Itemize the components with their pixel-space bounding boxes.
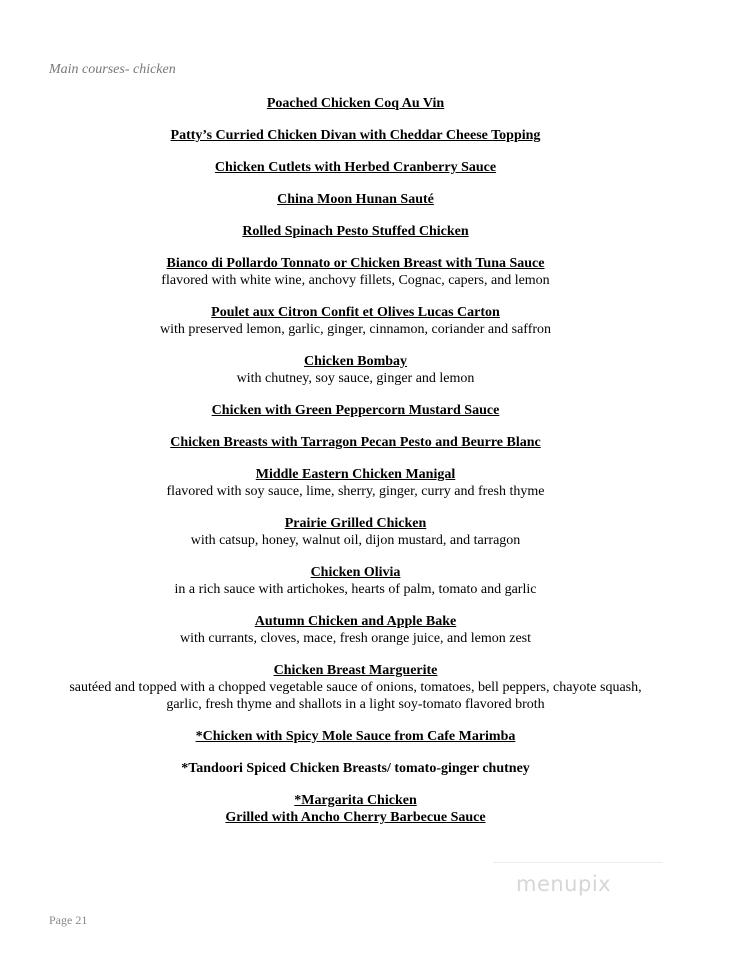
menu-item-name: Poached Chicken Coq Au Vin (266, 96, 445, 111)
section-header: Main courses- chicken (49, 62, 176, 77)
menu-item-name-cont: Grilled with Ancho Cherry Barbecue Sauce (225, 810, 486, 825)
menu-item-name: Chicken Cutlets with Herbed Cranberry Sauce (214, 160, 497, 175)
menu-list (40, 95, 671, 841)
menu-item-name: Chicken Olivia (310, 565, 401, 580)
menu-item-description: with catsup, honey, walnut oil, dijon mustard, and tarragon (190, 533, 521, 548)
menu-item-description: with chutney, soy sauce, ginger and lemon (236, 371, 475, 386)
menu-item (40, 515, 671, 549)
menu-item (40, 466, 671, 500)
menu-item-description: with currants, cloves, mace, fresh orange juice, and lemon zest (179, 631, 532, 646)
menu-item (40, 434, 671, 451)
menu-item (40, 792, 671, 826)
menu-item-description: flavored with soy sauce, lime, sherry, ginger, curry and fresh thyme (166, 484, 545, 499)
menu-item (40, 223, 671, 240)
menu-item (40, 304, 671, 338)
menu-item (40, 95, 671, 112)
watermark-divider (493, 862, 663, 863)
menu-item-description: flavored with white wine, anchovy fillets, Cognac, capers, and lemon (161, 273, 550, 288)
menu-item (40, 662, 671, 713)
menu-item (40, 402, 671, 419)
menu-item (40, 613, 671, 647)
menu-item-name: Bianco di Pollardo Tonnato or Chicken Breast with Tuna Sauce (166, 256, 545, 271)
page-number: Page 21 (49, 913, 88, 927)
menu-item (40, 728, 671, 745)
menu-item-description: in a rich sauce with artichokes, hearts of palm, tomato and garlic (174, 582, 537, 597)
menu-item-name: Rolled Spinach Pesto Stuffed Chicken (242, 224, 469, 239)
menu-item-name: Patty’s Curried Chicken Divan with Cheddar Cheese Topping (170, 128, 541, 143)
watermark-logo: menupix (516, 872, 612, 896)
menu-item-name: Chicken with Green Peppercorn Mustard Sauce (211, 403, 500, 418)
menu-item-description: sautéed and topped with a chopped vegetable sauce of onions, tomatoes, bell peppers, chayote squash, (69, 680, 642, 695)
menu-item-description-cont: garlic, fresh thyme and shallots in a light soy-tomato flavored broth (166, 697, 545, 712)
menu-item-name: Chicken Breast Marguerite (273, 663, 438, 678)
menu-item-name: Prairie Grilled Chicken (284, 516, 427, 531)
menu-item-name: Chicken Breasts with Tarragon Pecan Pesto and Beurre Blanc (170, 435, 541, 450)
menu-item (40, 127, 671, 144)
menu-item-name: *Margarita Chicken (294, 793, 417, 808)
menu-item (40, 159, 671, 176)
menu-item (40, 353, 671, 387)
menu-item-name: Autumn Chicken and Apple Bake (254, 614, 457, 629)
menu-item-name: Middle Eastern Chicken Manigal (255, 467, 456, 482)
menu-item-name: China Moon Hunan Sauté (277, 192, 434, 207)
menu-item-name: Chicken Bombay (303, 354, 408, 369)
menu-item (40, 760, 671, 777)
menu-item (40, 191, 671, 208)
menu-item-name: *Tandoori Spiced Chicken Breasts/ tomato-ginger chutney (181, 761, 530, 776)
menu-item (40, 564, 671, 598)
menu-item-name: *Chicken with Spicy Mole Sauce from Cafe Marimba (195, 729, 516, 744)
menu-item-name: Poulet aux Citron Confit et Olives Lucas Carton (211, 305, 500, 320)
menu-item-description: with preserved lemon, garlic, ginger, cinnamon, coriander and saffron (159, 322, 552, 337)
menu-item (40, 255, 671, 289)
